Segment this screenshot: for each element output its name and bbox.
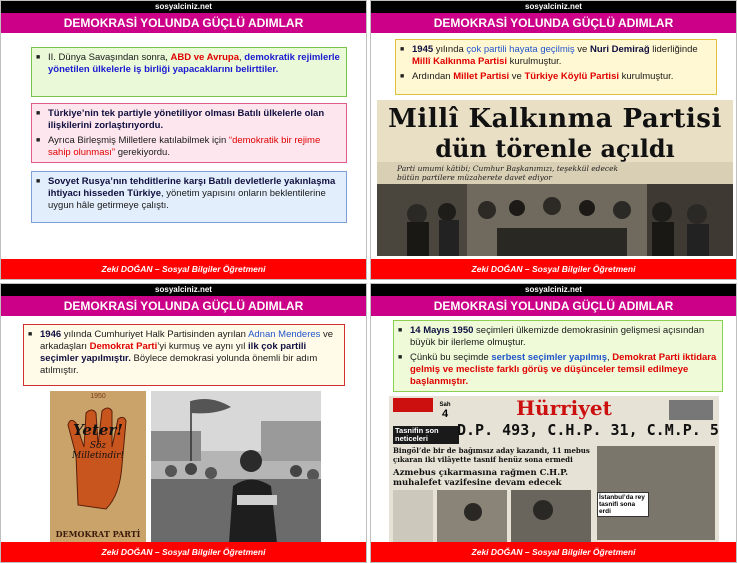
slide-2 <box>370 0 737 280</box>
newspaper-photo <box>377 100 733 256</box>
site-label: sosyalciniz.net <box>1 284 366 296</box>
paper-name: Hürriyet <box>516 396 612 420</box>
info-box-1: ■ II. Dünya Savaşından sonra, ABD ve Avrupa, demokratik rejimlerle yönetilen ülkelerle iş birliği yapacaklarını belirttiler. <box>31 47 347 97</box>
rally-photo <box>151 391 321 543</box>
slide-title: DEMOKRASİ YOLUNDA GÜÇLÜ ADIMLAR <box>1 13 366 33</box>
poster-year: 1950 <box>90 393 106 400</box>
slide-4 <box>370 283 737 563</box>
newspaper-image: Sah 4 Hürriyet Tasnifin son neticeleri D.P. 493, C.H.P. 31, C.M.P. 5 Bingöl’de bir de bağımsız aday kazandı, 11 mebus çıkaran iki vilâyette tasnif henüz sona ermedi Azmebus çıkarmasına rağmen C.H.P. muhalefet vazifesine devam edecek İstanbul’da rey tasnifi sona erdi <box>389 396 719 543</box>
info-box-1: ■ 14 Mayıs 1950 seçimleri ülkemizde demokrasinin gelişmesi açısından büyük bir ilerleme olmuştur. ■ Çünkü bu seçimde serbest seçimler yapılmış, Demokrat Parti iktidara gelmiş ve mecliste farklı görüş ve düşünceler temsil edilmeye başlanmıştır. <box>393 320 723 392</box>
slide-title: DEMOKRASİ YOLUNDA GÜÇLÜ ADIMLAR <box>371 296 736 316</box>
info-box-1: ■ 1946 yılında Cumhuriyet Halk Partisinden ayrılan Adnan Menderes ve arkadaşları Demokrat Parti’yi kurmuş ve aynı yıl ilk çok partili seçimler yapılmıştır. Böylece demokrasi yolunda önemli bir adım atılmıştır. <box>23 324 345 386</box>
slide-title: DEMOKRASİ YOLUNDA GÜÇLÜ ADIMLAR <box>1 296 366 316</box>
poster-image <box>50 391 146 543</box>
info-box-1: ■ 1945 yılında çok partili hayata geçilmiş ve Nuri Demirağ liderliğinde Millî Kalkınma Partisi kurulmuştur. ■ Ardından Millet Partisi ve Türkiye Köylü Partisi kurulmuştur. <box>395 39 717 95</box>
footer: Zeki DOĞAN – Sosyal Bilgiler Öğretmeni <box>1 259 366 279</box>
headline: D.P. 493, C.H.P. 31, C.M.P. 5 <box>457 421 719 439</box>
news-sub-1: Parti umumi kâtibi; Cumhur Başkanımızı, teşekkül edecek <box>397 164 619 173</box>
slide-3 <box>0 283 367 563</box>
poster-text-1: Yeter! <box>73 421 123 439</box>
footer: Zeki DOĞAN – Sosyal Bilgiler Öğretmeni <box>371 259 736 279</box>
newspaper-columns <box>393 490 593 542</box>
info-box-2: ■ Türkiye’nin tek partiyle yönetiliyor olması Batılı ülkelerle olan ilişkilerini zorlaştırıyordu. ■ Ayrıca Birleşmiş Milletlere katılabilmek için “demokratik bir rejime sahip olunması” gerekiyordu. <box>31 103 347 163</box>
slide-title: DEMOKRASİ YOLUNDA GÜÇLÜ ADIMLAR <box>371 13 736 33</box>
site-label: sosyalciniz.net <box>371 1 736 13</box>
news-headline-1: Millî Kalkınma Partisi <box>388 104 722 134</box>
footer: Zeki DOĞAN – Sosyal Bilgiler Öğretmeni <box>1 542 366 562</box>
slide-1 <box>0 0 367 280</box>
site-label: sosyalciniz.net <box>371 284 736 296</box>
news-headline-2: dün törenle açıldı <box>435 134 675 163</box>
site-label: sosyalciniz.net <box>1 1 366 13</box>
footer: Zeki DOĞAN – Sosyal Bilgiler Öğretmeni <box>371 542 736 562</box>
poster-party: DEMOKRAT PARTİ <box>55 529 141 539</box>
paper-logo <box>393 398 433 412</box>
news-sub-2: bütün partilere müzaherete davet ediyor <box>397 173 553 182</box>
poster-text-2: Söz Milletindir! <box>71 441 125 461</box>
info-box-3: ■ Sovyet Rusya’nın tehditlerine karşı Batılı devletlerle yakınlaşma ihtiyacı hisseden Türkiye, yönetim yapısını onların beklentilerine uygun hâle getirmeye çalıştı. <box>31 171 347 223</box>
ceremony-photo <box>377 184 733 256</box>
